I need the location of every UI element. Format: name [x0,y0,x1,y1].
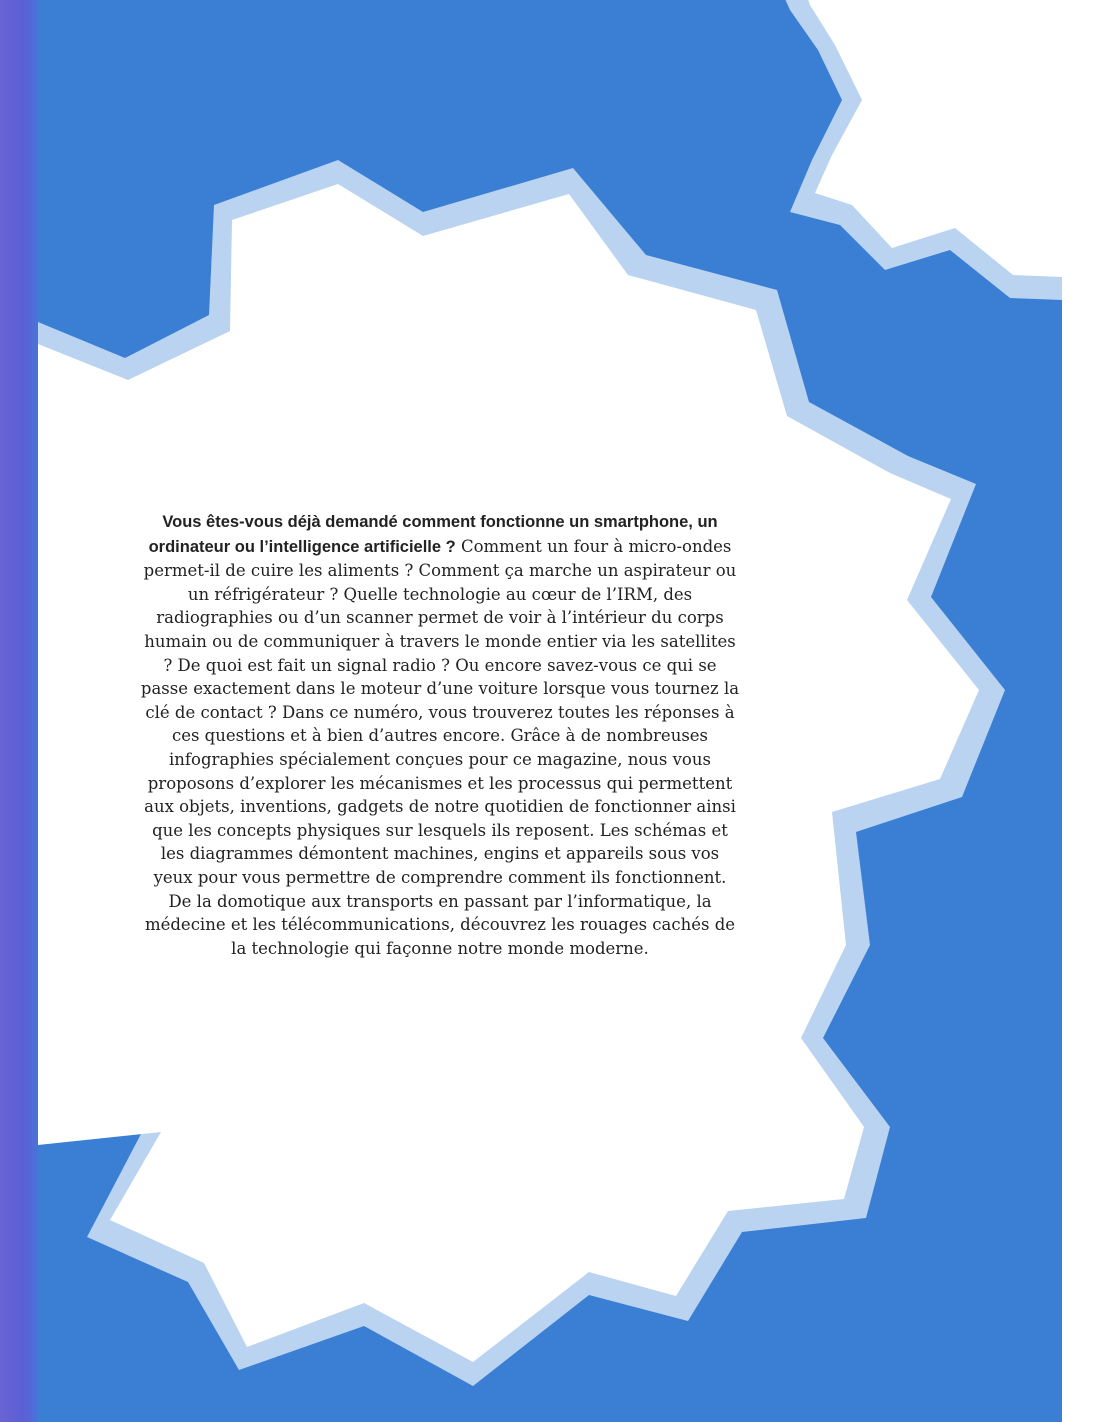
intro-body-text: Comment un four à micro-ondes permet-il de cuire les aliments ? Comment ça marche un aspirateur ou un réfrigérateur ? Quelle technologie au cœur de l’IRM, des radiographies ou d’un scanner permet de voir à l’intérieur du corps humain ou de communiquer à travers le monde entier via les satellites ? De quoi est fait un signal radio ? Ou encore savez-vous ce qui se passe exactement dans le moteur d’une voiture lorsque vous tournez la clé de contact ? Dans ce numéro, vous trouverez toutes les réponses à ces questions et à bien d’autres encore. Grâce à de nombreuses infographies spécialement conçues pour ce magazine, nous vous proposons d’explorer les mécanismes et les processus qui permettent aux objets, inventions, gadgets de notre quotidien de fonctionner ainsi que les concepts physiques sur lesquels ils reposent. Les schémas et les diagrammes démontent machines, engins et appareils sous vos yeux pour vous permettre de comprendre comment ils fonctionnent. De la domotique aux transports en passant par l’informatique, la médecine et les télécommunications, découvrez les rouages cachés de la technologie qui façonne notre monde moderne. [140,536,740,958]
intro-lead-bold: Vous êtes-vous déjà demandé comment fonctionne un smartphone, un ordinateur ou l’intelligence artificielle ? [148,513,718,556]
intro-paragraph [140,510,740,960]
